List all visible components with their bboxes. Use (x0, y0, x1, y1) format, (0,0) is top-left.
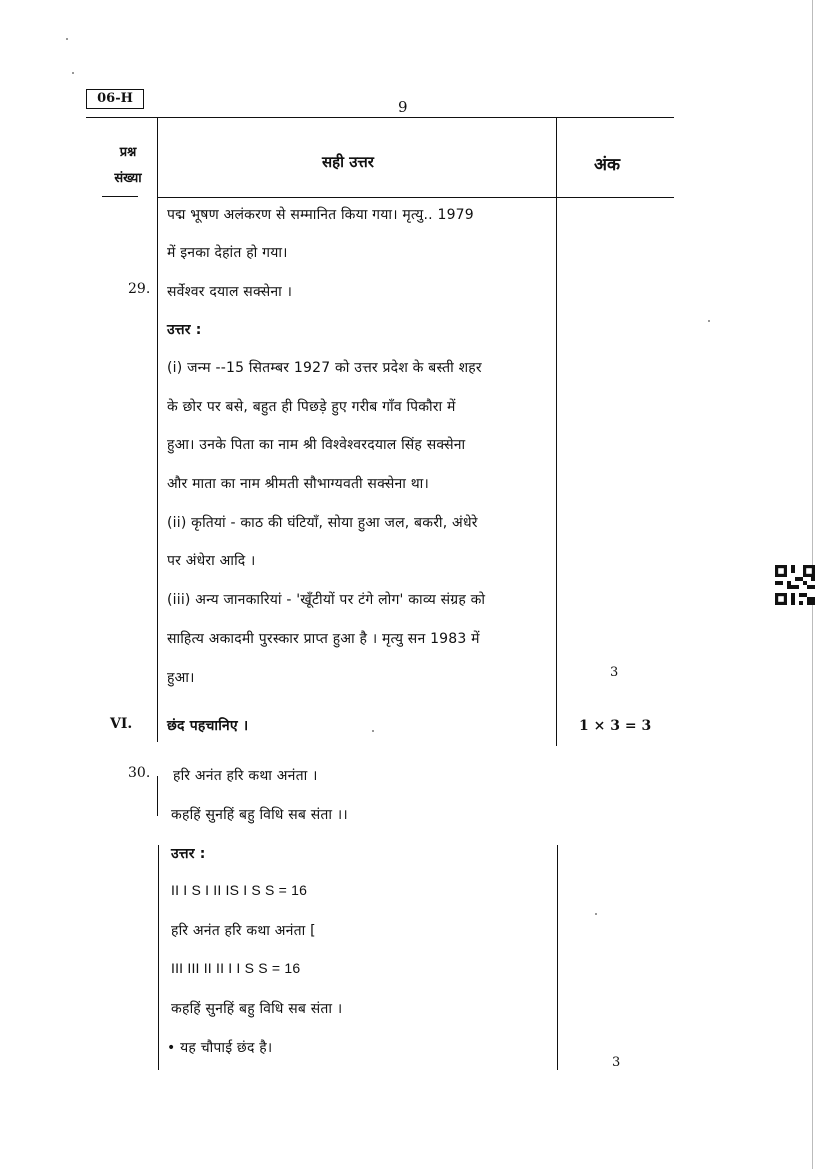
answer-line: हरि अनंत हरि कथा अनंता [ (171, 923, 316, 939)
answer-line: हुआ। उनके पिता का नाम श्री विश्वेश्वरदयाल सिंह सक्सेना (167, 437, 466, 453)
marks-value: 3 (610, 665, 619, 680)
answer-label: उत्तर : (167, 322, 202, 338)
section-number: VI. (110, 716, 133, 732)
scansion-line: III III II II I I S S = 16 (171, 960, 301, 976)
header-correct-answer: सही उत्तर (322, 153, 374, 171)
marks-value: 3 (612, 1055, 621, 1070)
column-divider-right (556, 118, 557, 746)
answer-line: पर अंधेरा आदि । (167, 553, 256, 569)
column-divider-left-2 (157, 776, 158, 816)
header-bottom-rule (158, 197, 674, 198)
scan-speck (66, 38, 68, 40)
question-title: सर्वेश्वर दयाल सक्सेना । (167, 284, 293, 300)
answer-line: हुआ। (167, 670, 195, 686)
answer-line: (ii) कृतियां - काठ की घंटियाँ, सोया हुआ जल, बकरी, अंधेरे (167, 515, 478, 531)
header-marks: अंक (594, 155, 621, 175)
question-line: हरि अनंत हरि कथा अनंता । (173, 768, 318, 784)
table-top-rule (86, 117, 674, 118)
question-number: 29. (128, 281, 151, 297)
scan-speck (708, 320, 710, 322)
answer-line: (iii) अन्य जानकारियां - 'खूँटीयों पर टंगे लोग' काव्य संग्रह को (167, 592, 486, 608)
answer-line: • यह चौपाई छंद है। (167, 1040, 273, 1056)
answer-label: उत्तर : (171, 846, 206, 862)
scan-speck (372, 730, 374, 732)
column-divider-left (157, 118, 158, 742)
scan-speck (595, 913, 597, 915)
answer-line: कहहिं सुनहिं बहु विधि सब संता । (171, 1001, 343, 1017)
header-question-number: प्रश्न संख्या (114, 145, 142, 186)
qr-code-icon (775, 565, 815, 605)
column-divider-left-3 (158, 845, 159, 1070)
question-line: कहहिं सुनहिं बहु विधि सब संता ।। (171, 807, 348, 823)
section-marks: 1 × 3 = 3 (579, 718, 652, 734)
page-number: 9 (398, 98, 408, 116)
question-number: 30. (128, 765, 151, 781)
section-title: छंद पहचानिए । (167, 718, 249, 734)
answer-line: पद्म भूषण अलंकरण से सम्मानित किया गया। मृत्यु.. 1979 (167, 207, 474, 223)
scansion-line: II I S I II IS I S S = 16 (171, 882, 308, 898)
answer-line: साहित्य अकादमी पुरस्कार प्राप्त हुआ है । मृत्यु सन 1983 में (167, 631, 480, 647)
paper-code: 06-H (86, 89, 144, 109)
scan-speck (72, 72, 74, 74)
column-divider-right-2 (557, 845, 558, 1070)
answer-line: के छोर पर बसे, बहुत ही पिछड़े हुए गरीब गाँव पिकौरा में (167, 399, 456, 415)
answer-line: (i) जन्म --15 सितम्बर 1927 को उत्तर प्रदेश के बस्ती शहर (167, 360, 482, 376)
qno-underline (102, 196, 138, 197)
answer-line: में इनका देहांत हो गया। (167, 245, 288, 261)
answer-line: और माता का नाम श्रीमती सौभाग्यवती सक्सेना था। (167, 476, 430, 492)
